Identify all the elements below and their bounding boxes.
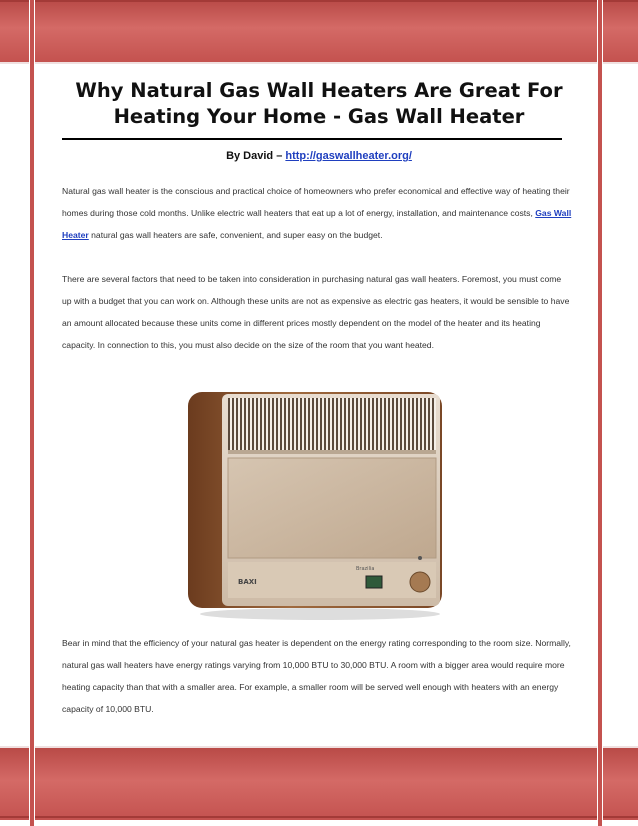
gas-wall-heater-link[interactable]: Gas Wall Heater: [62, 208, 572, 240]
page-title: Why Natural Gas Wall Heaters Are Great For Heating Your Home - Gas Wall Heater: [75, 79, 563, 128]
heater-brand-label: BAXI: [238, 578, 257, 586]
heater-front-panel: [228, 458, 436, 558]
grille-bottom-edge: [228, 450, 436, 454]
heater-control-strip: [228, 562, 436, 598]
heater-dial-icon: [410, 572, 430, 592]
left-vertical-line: [29, 0, 35, 826]
paragraph-1-text-a: Natural gas wall heater is the conscious and practical choice of homeowners who prefer economical and effective way of heating their homes during those cold months. Unlike electric wall heaters that eat up a lot of energy, installation, and maintenance costs,: [62, 186, 570, 218]
paragraph-3: Bear in mind that the efficiency of your natural gas heater is dependent on the energy rating corresponding to the room size. Normally, natural gas wall heaters have energy ratings varying from 10,000 BTU to 30,000 BTU. A room with a bigger area would require more heating capacity than that with a smaller area. For example, a smaller room will be served well enough with heaters with an energy capacity of 10,000 BTU.: [62, 638, 571, 714]
paragraph-1: [62, 180, 572, 246]
title-rule: [62, 138, 562, 140]
header-band-top-line: [0, 0, 638, 2]
heater-shadow: [200, 608, 440, 620]
heater-model-label: Brazilia: [356, 566, 375, 572]
paragraph-1-text-b: natural gas wall heaters are safe, convenient, and super easy on the budget.: [88, 230, 383, 240]
header-band: [0, 0, 638, 64]
footer-band-bottom-line: [0, 816, 638, 818]
byline-author: By David: [226, 150, 274, 162]
byline-url-link[interactable]: http://gaswallheater.org/: [285, 150, 412, 162]
heater-switch-icon: [366, 576, 382, 588]
byline-dash: –: [276, 150, 283, 162]
bottom-strip: [0, 820, 638, 826]
byline: [62, 150, 576, 162]
footer-band: [0, 746, 638, 820]
heater-grille: [228, 398, 436, 452]
paragraph-2: There are several factors that need to be taken into consideration in purchasing natural gas wall heaters. Foremost, you must come up with a budget that you can work on. Although these units are not as expensive as electric gas heaters, it would be sensible to have an amount allocated because these units come in different prices mostly dependent on the model of the heater and its heating capacity. In connection to this, you must also decide on the size of the room that you want heated.: [62, 274, 570, 350]
heater-indicator-icon: [418, 556, 422, 560]
gas-wall-heater-image: [180, 384, 450, 624]
right-vertical-line: [597, 0, 603, 826]
